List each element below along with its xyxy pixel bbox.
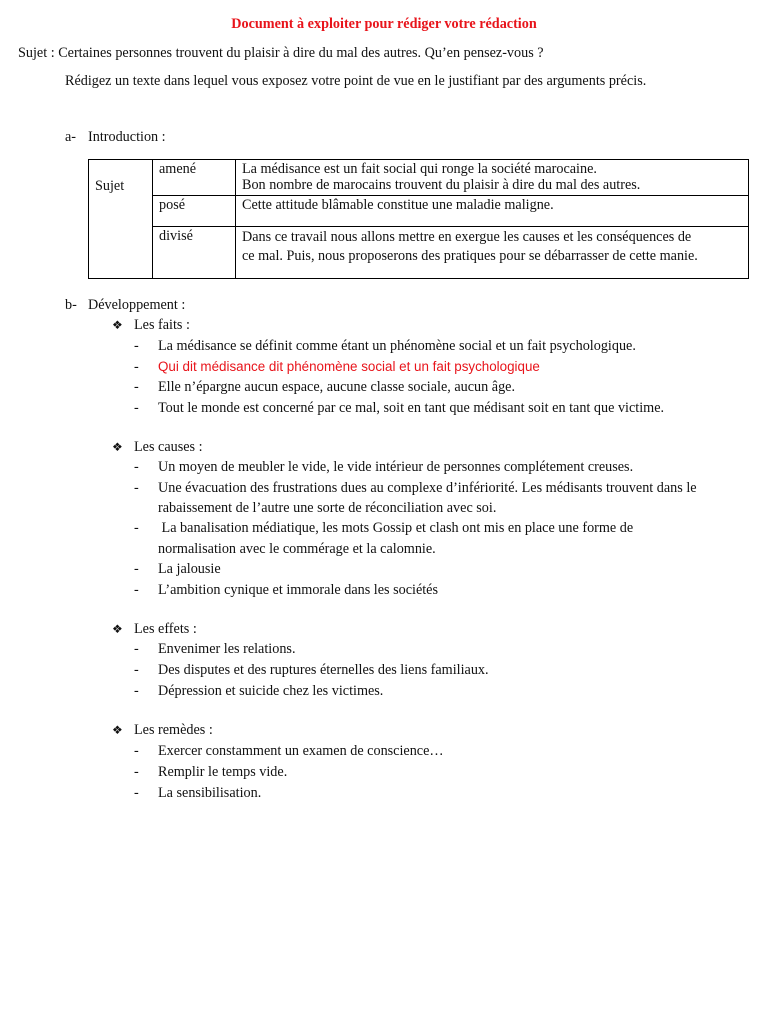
- diamond-bullet-icon: ❖: [112, 723, 123, 737]
- row-content-divise: [236, 227, 749, 279]
- dash-icon: -: [134, 561, 139, 577]
- dash-icon: -: [134, 683, 139, 699]
- developpement-heading: Développement :: [88, 297, 186, 313]
- text-line: La médisance est un fait social qui ronge la société marocaine.: [242, 161, 597, 177]
- introduction-table: [88, 159, 749, 279]
- sujet-line: Sujet : Certaines personnes trouvent du plaisir à dire du mal des autres. Qu’en pensez-vous ?: [18, 45, 544, 61]
- list-item-continuation: rabaissement de l’autre une sorte de réconciliation avec soi.: [158, 500, 497, 516]
- section-marker-b: b-: [65, 297, 77, 313]
- introduction-heading: Introduction :: [88, 129, 166, 145]
- section-marker-a: a-: [65, 129, 77, 145]
- list-item: La médisance se définit comme étant un phénomène social et un fait psychologique.: [158, 338, 636, 354]
- list-item: Dépression et suicide chez les victimes.: [158, 683, 384, 699]
- list-item: Exercer constamment un examen de conscience…: [158, 743, 444, 759]
- list-item-continuation: normalisation avec le commérage et la calomnie.: [158, 541, 436, 557]
- table-row: [89, 227, 749, 279]
- list-item: La banalisation médiatique, les mots Gossip et clash ont mis en place une forme de: [158, 520, 634, 536]
- list-item: La jalousie: [158, 561, 221, 577]
- document-title: Document à exploiter pour rédiger votre rédaction: [231, 16, 537, 32]
- dash-icon: -: [134, 662, 139, 678]
- dash-icon: -: [134, 480, 139, 496]
- causes-heading: Les causes :: [134, 439, 203, 455]
- dash-icon: -: [134, 582, 139, 598]
- dash-icon: -: [134, 338, 139, 354]
- dash-icon: -: [134, 641, 139, 657]
- consigne: Rédigez un texte dans lequel vous exposez votre point de vue en le justifiant par des arguments précis.: [65, 73, 647, 89]
- row-label-pose: posé: [153, 196, 236, 227]
- row-label-divise: divisé: [153, 227, 236, 279]
- list-item: Elle n’épargne aucun espace, aucune classe sociale, aucun âge.: [158, 379, 516, 395]
- table-row: [89, 160, 749, 196]
- dash-icon: -: [134, 379, 139, 395]
- list-item-highlight: Qui dit médisance dit phénomène social et un fait psychologique: [158, 359, 540, 374]
- dash-icon: -: [134, 400, 139, 416]
- row-label-amene: amené: [153, 160, 236, 196]
- list-item: L’ambition cynique et immorale dans les sociétés: [158, 582, 439, 598]
- diamond-bullet-icon: ❖: [112, 440, 123, 454]
- dash-icon: -: [134, 459, 139, 475]
- faits-heading: Les faits :: [134, 317, 190, 333]
- text-line: Cette attitude blâmable constitue une maladie maligne.: [242, 197, 554, 213]
- dash-icon: -: [134, 520, 139, 536]
- list-item: Un moyen de meubler le vide, le vide intérieur de personnes complétement creuses.: [158, 459, 634, 475]
- diamond-bullet-icon: ❖: [112, 622, 123, 636]
- table-row: [89, 196, 749, 227]
- list-item: Tout le monde est concerné par ce mal, soit en tant que médisant soit en tant que victime.: [158, 400, 665, 416]
- list-item: Des disputes et des ruptures éternelles des liens familiaux.: [158, 662, 489, 678]
- diamond-bullet-icon: ❖: [112, 318, 123, 332]
- list-item: La sensibilisation.: [158, 785, 262, 801]
- list-item: Remplir le temps vide.: [158, 764, 288, 780]
- sujet-label: Sujet: [89, 160, 153, 279]
- row-content-pose: [236, 196, 749, 227]
- dash-icon: -: [134, 764, 139, 780]
- remedes-heading: Les remèdes :: [134, 722, 213, 738]
- list-item: Envenimer les relations.: [158, 641, 296, 657]
- row-content-amene: [236, 160, 749, 196]
- text-line: Dans ce travail nous allons mettre en exergue les causes et les conséquences de: [242, 229, 692, 245]
- text-line: ce mal. Puis, nous proposerons des pratiques pour se débarrasser de cette manie.: [242, 248, 698, 264]
- dash-icon: -: [134, 743, 139, 759]
- list-item: Une évacuation des frustrations dues au complexe d’infériorité. Les médisants trouvent dans le: [158, 480, 697, 496]
- dash-icon: -: [134, 785, 139, 801]
- effets-heading: Les effets :: [134, 621, 197, 637]
- text-line: Bon nombre de marocains trouvent du plaisir à dire du mal des autres.: [242, 177, 641, 193]
- dash-icon: -: [134, 359, 139, 375]
